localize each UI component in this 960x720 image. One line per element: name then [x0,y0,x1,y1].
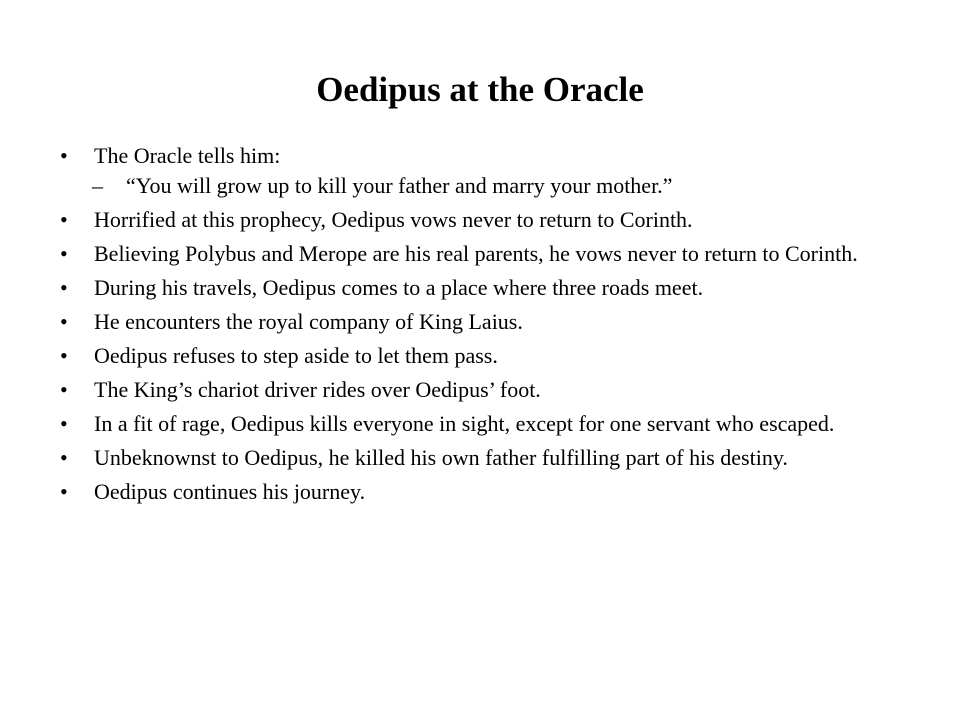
bullet-text: Unbeknownst to Oedipus, he killed his own father fulfilling part of his destiny. [94,445,788,470]
bullet-text: Horrified at this prophecy, Oedipus vows never to return to Corinth. [94,207,693,232]
bullet-text: In a fit of rage, Oedipus kills everyone in sight, except for one servant who escaped. [94,411,835,436]
bullet-text: During his travels, Oedipus comes to a place where three roads meet. [94,275,704,300]
bullet-item [60,310,910,333]
bullet-text: Oedipus continues his journey. [94,479,366,504]
sub-bullet-item [60,174,910,197]
bullet-marker: • [60,343,68,368]
bullet-item [60,276,910,299]
bullet-text: Oedipus refuses to step aside to let them pass. [94,343,498,368]
bullet-marker: • [60,143,68,168]
bullet-list [60,144,910,514]
sub-bullet-text: “You will grow up to kill your father and marry your mother.” [126,173,673,198]
bullet-item [60,446,910,469]
bullet-text: The Oracle tells him: [94,143,281,168]
sub-bullet-marker: – [92,173,103,198]
bullet-marker: • [60,275,68,300]
bullet-item [60,412,910,435]
bullet-item [60,242,910,265]
bullet-marker: • [60,207,68,232]
bullet-item [60,378,910,401]
slide-title: Oedipus at the Oracle [316,70,644,109]
bullet-item [60,480,910,503]
bullet-marker: • [60,377,68,402]
bullet-item [60,208,910,231]
bullet-text: The King’s chariot driver rides over Oedipus’ foot. [94,377,541,402]
bullet-marker: • [60,411,68,436]
bullet-marker: • [60,309,68,334]
bullet-text: Believing Polybus and Merope are his real parents, he vows never to return to Corinth. [94,241,858,266]
bullet-marker: • [60,445,68,470]
bullet-item [60,344,910,367]
bullet-marker: • [60,479,68,504]
bullet-marker: • [60,241,68,266]
bullet-item [60,144,910,167]
bullet-text: He encounters the royal company of King Laius. [94,309,523,334]
